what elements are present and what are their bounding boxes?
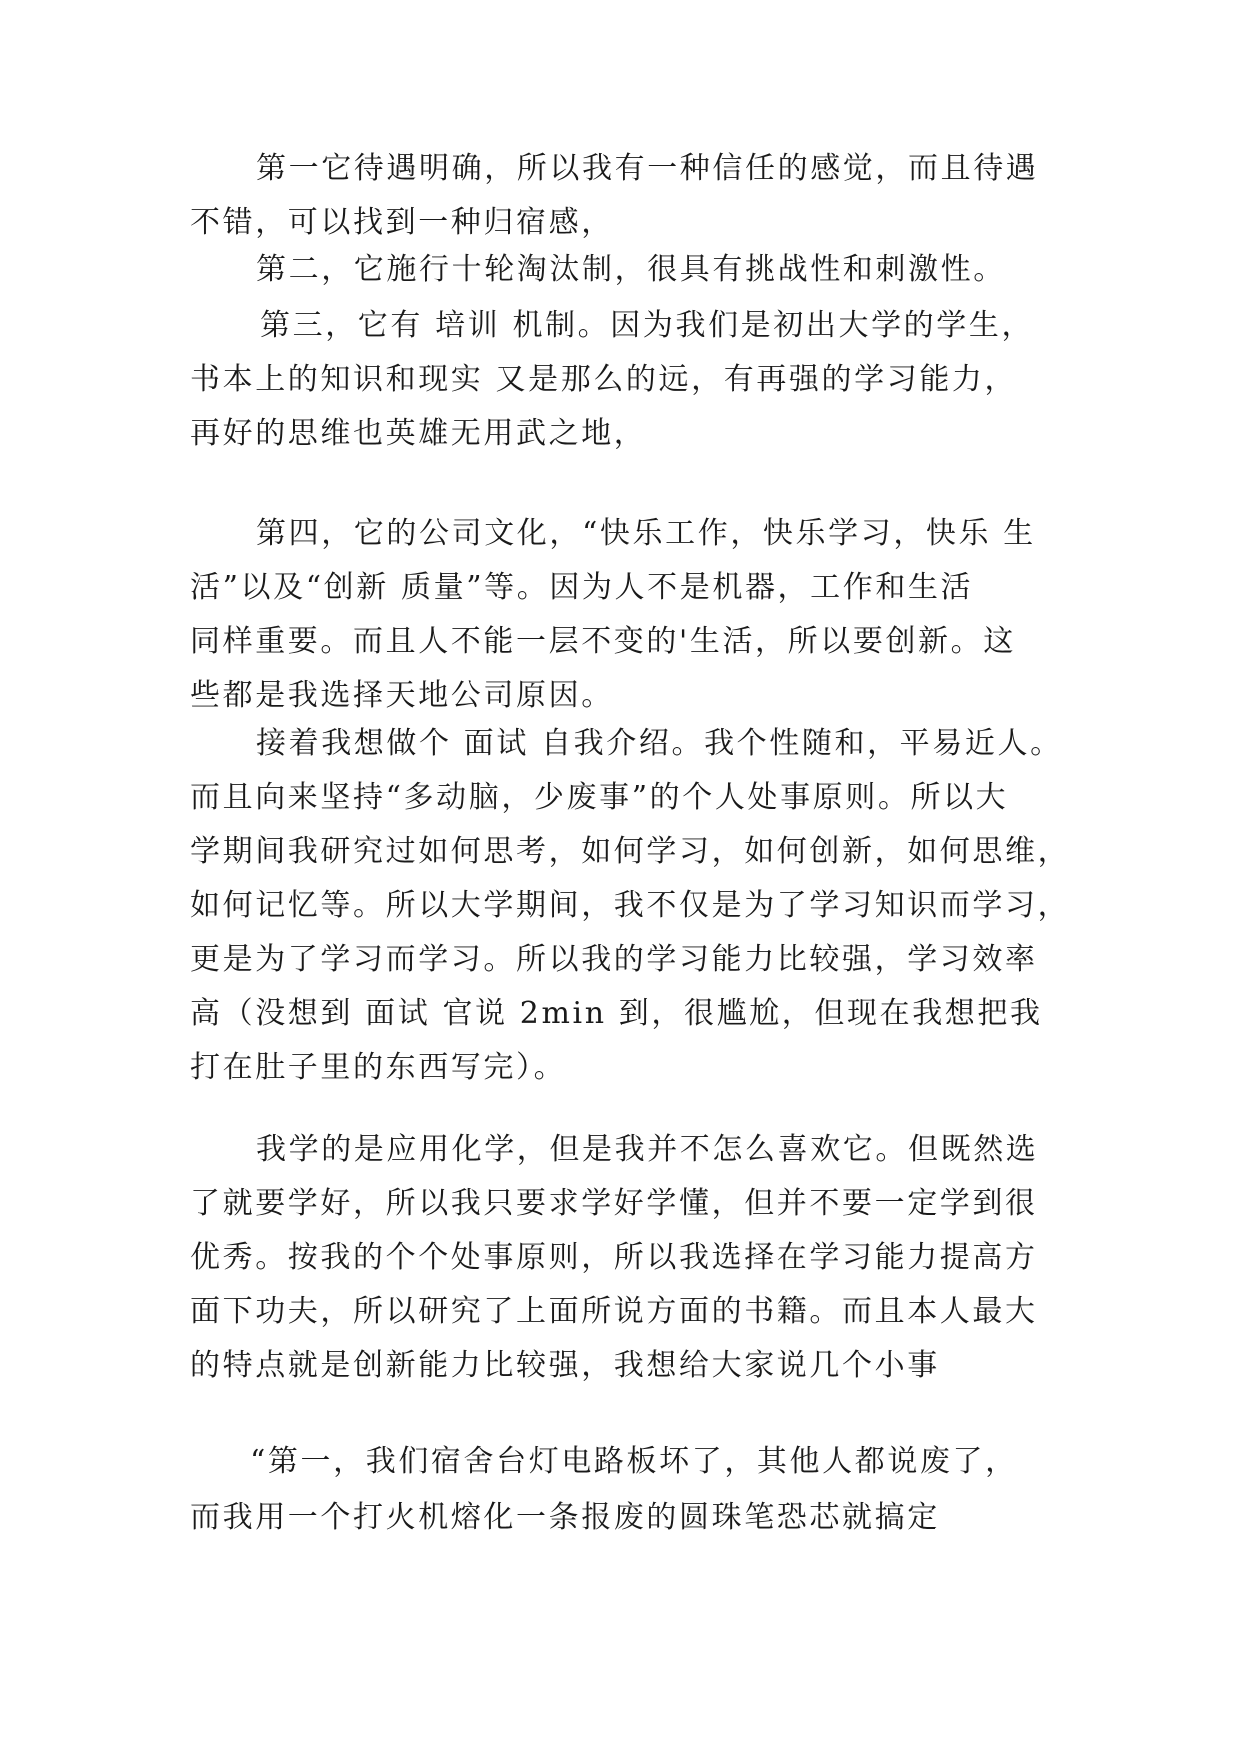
text-line: 而我用一个打火机熔化一条报废的圆珠笔恐芯就搞定	[190, 1500, 940, 1535]
text-line: 书本上的知识和现实 又是那么的远，有再强的学习能力，	[190, 362, 1018, 397]
text-line: 而且向来坚持“多动脑，少废事”的个人处事原则。所以大	[190, 780, 1009, 815]
text-line: 我学的是应用化学，但是我并不怎么喜欢它。但既然选	[256, 1132, 1039, 1167]
text-line: 第二，它施行十轮淘汰制，很具有挑战性和刺激性。	[256, 252, 1006, 287]
text-line: 同样重要。而且人不能一层不变的'生活，所以要创新。这	[190, 624, 1016, 659]
text-line: 第四，它的公司文化，“快乐工作，快乐学习，快乐 生	[256, 516, 1036, 551]
text-line: 第一它待遇明确，所以我有一种信任的感觉，而且待遇	[256, 151, 1039, 186]
text-line: 学期间我研究过如何思考，如何学习，如何创新，如何思维，	[190, 834, 1071, 869]
text-line: 第三，它有 培训 机制。因为我们是初出大学的学生，	[260, 308, 1035, 343]
text-line: 面下功夫，所以研究了上面所说方面的书籍。而且本人最大	[190, 1294, 1038, 1329]
text-line: 活”以及“创新 质量”等。因为人不是机器，工作和生活	[190, 570, 974, 605]
text-line: 打在肚子里的东西写完）。	[190, 1050, 567, 1085]
text-line: 再好的思维也英雄无用武之地，	[190, 416, 647, 451]
text-line: “第一，我们宿舍台灯电路板坏了，其他人都说废了，	[250, 1444, 1018, 1479]
text-line: 不错，可以找到一种归宿感，	[190, 205, 614, 240]
text-line: 如何记忆等。所以大学期间，我不仅是为了学习知识而学习，	[190, 888, 1071, 923]
text-line: 优秀。按我的个个处事原则，所以我选择在学习能力提高方	[190, 1240, 1038, 1275]
text-line: 了就要学好，所以我只要求学好学懂，但并不要一定学到很	[190, 1186, 1038, 1221]
text-line: 接着我想做个 面试 自我介绍。我个性随和，平易近人。	[256, 726, 1063, 761]
text-line: 的特点就是创新能力比较强，我想给大家说几个小事	[190, 1348, 940, 1383]
text-line: 些都是我选择天地公司原因。	[190, 678, 614, 713]
text-line: 更是为了学习而学习。所以我的学习能力比较强，学习效率	[190, 942, 1038, 977]
text-line: 高（没想到 面试 官说 2min 到，很尴尬，但现在我想把我	[190, 996, 1043, 1031]
